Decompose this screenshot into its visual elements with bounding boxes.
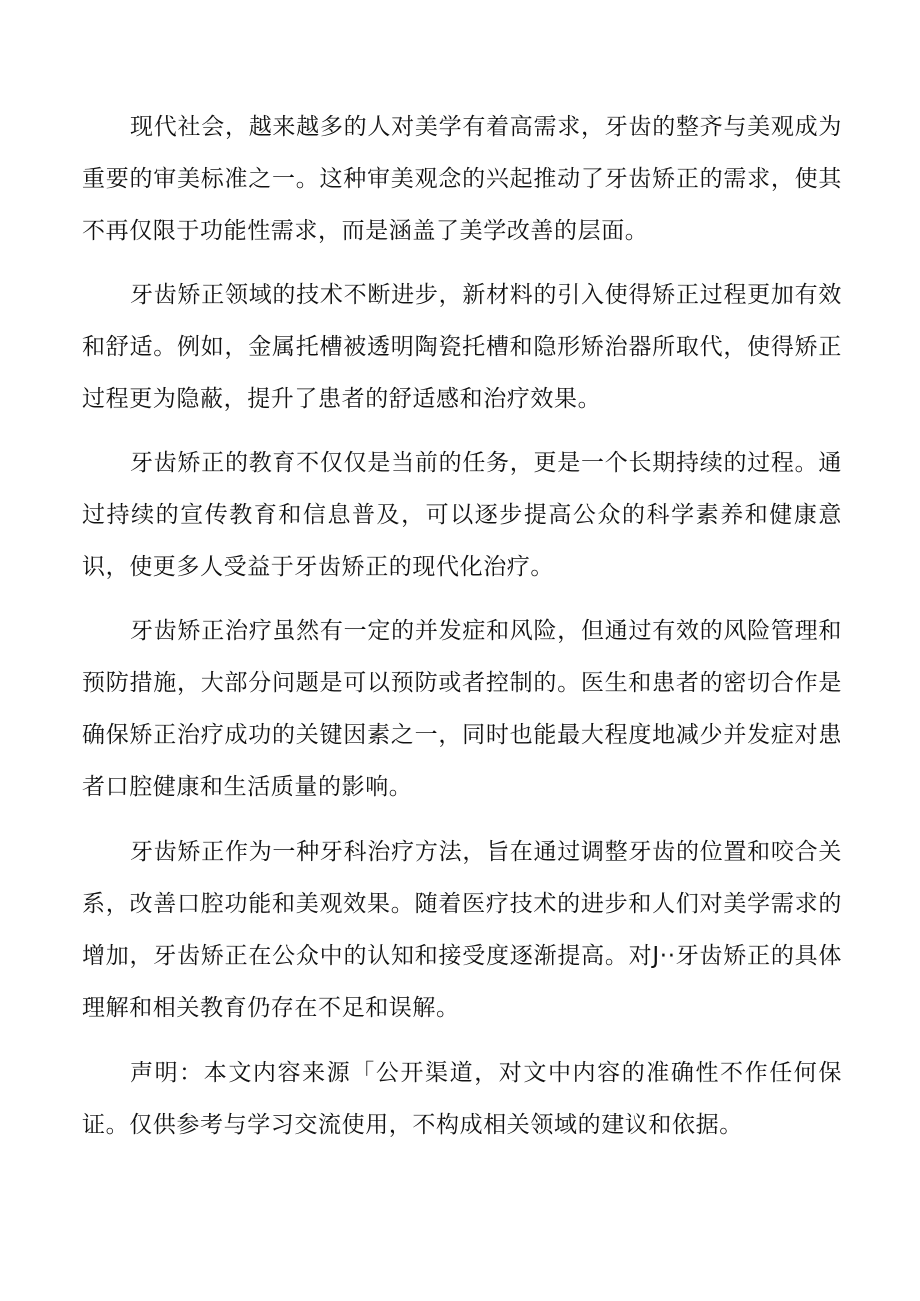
paragraph-disclaimer: 声明：本文内容来源「公开渠道，对文中内容的准确性不作任何保证。仅供参考与学习交流使用，不构成相关领域的建议和依据。 xyxy=(82,1060,842,1138)
paragraph-education: 牙齿矫正的教育不仅仅是当前的任务，更是一个长期持续的过程。通过持续的宣传教育和信息普及，可以逐步提高公众的科学素养和健康意识，使更多人受益于牙齿矫正的现代化治疗。 xyxy=(82,450,842,580)
paragraph-treatment-overview: 牙齿矫正作为一种牙科治疗方法，旨在通过调整牙齿的位置和咬合关系，改善口腔功能和美观效果。随着医疗技术的进步和人们对美学需求的增加，牙齿矫正在公众中的认知和接受度逐渐提高。对J··牙齿矫正的具体理解和相关教育仍存在不足和误解。 xyxy=(82,839,842,1021)
paragraph-aesthetic-demand: 现代社会，越来越多的人对美学有着高需求，牙齿的整齐与美观成为重要的审美标准之一。这种审美观念的兴起推动了牙齿矫正的需求，使其不再仅限于功能性需求，而是涵盖了美学改善的层面。 xyxy=(82,114,842,244)
paragraph-technology-progress: 牙齿矫正领域的技术不断进步，新材料的引入使得矫正过程更加有效和舒适。例如，金属托槽被透明陶瓷托槽和隐形矫治器所取代，使得矫正过程更为隐蔽，提升了患者的舒适感和治疗效果。 xyxy=(82,282,842,412)
paragraph-risk-management: 牙齿矫正治疗虽然有一定的并发症和风险，但通过有效的风险管理和预防措施，大部分问题是可以预防或者控制的。医生和患者的密切合作是确保矫正治疗成功的关键因素之一，同时也能最大程度地减少并发症对患者口腔健康和生活质量的影响。 xyxy=(82,618,842,800)
